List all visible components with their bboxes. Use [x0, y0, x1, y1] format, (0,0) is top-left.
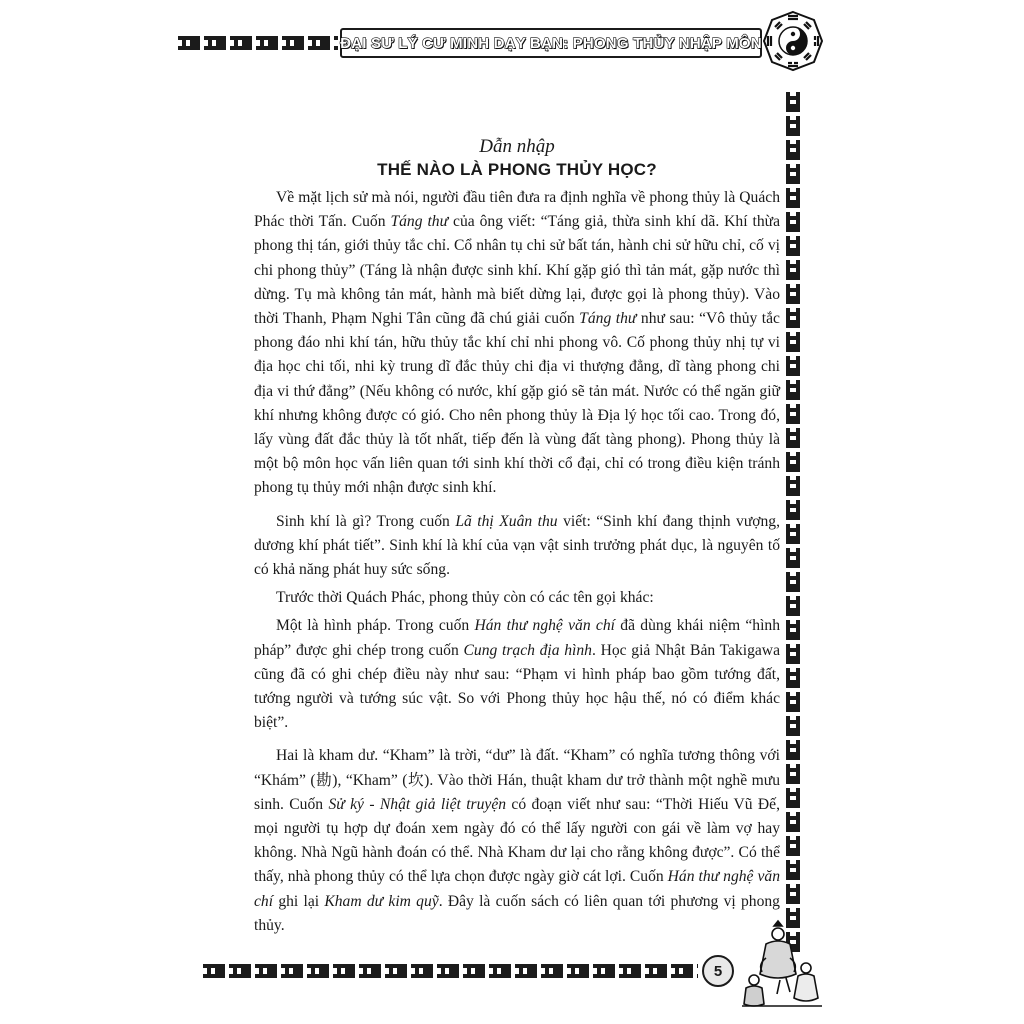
- paragraph-text: Một là hình pháp. Trong cuốn: [276, 617, 475, 635]
- paragraph-text: ghi lại: [273, 892, 325, 910]
- paragraph: [254, 744, 780, 938]
- paragraph-text: đã dùng khái niệm “hình pháp” được ghi chép trong cuốn: [254, 617, 780, 659]
- book-title: Kham dư kim quỹ: [324, 892, 439, 910]
- book-title: Táng thư: [579, 310, 637, 328]
- paragraph: [254, 186, 780, 501]
- paragraph-text: Hai là kham dư. “Kham” là trời, “dư” là đất. “Kham” có nghĩa tương thông với “Khám” (勘), “Kham” (坎). Vào thời Hán, thuật kham dư trở thành một nghề mưu sinh. Cuốn: [254, 747, 780, 813]
- book-title: Lã thị Xuân thu: [455, 512, 558, 530]
- paragraph: [254, 510, 780, 583]
- book-title: Cung trạch địa hình: [463, 641, 592, 659]
- paragraph-text: của ông viết: “Táng giả, thừa sinh khí dã. Khí thừa phong thị tán, giới thủy tắc chỉ. Cổ nhân tụ chi sử bất tán, hành chi sử hữu chỉ, cố vị chi phong thủy” (Táng là nhận được sinh khí. Khí gặp gió thì tản mát, gặp nước thì dừng. Tụ mà không tản mát, hành mà biết dừng lại, được gọi là phong thủy). Vào thời Thanh, Phạm Nghi Tân cũng đã chú giải cuốn: [254, 213, 780, 328]
- bottom-fret-border: [203, 964, 698, 978]
- paragraph-text: . Học giả Nhật Bản Takigawa cũng đã có ghi chép điều này như sau: “Phạm vi hình pháp bao gồm tướng đất, tướng người và tướng súc vật. So với Phong thủy học hậu thế, nó có điểm khác biệt”.: [254, 641, 780, 732]
- ancient-scholars-figures-icon: [736, 918, 828, 1010]
- yin-yang-bagua-icon: [762, 10, 824, 72]
- book-title: Sử ký - Nhật giả liệt truyện: [328, 795, 507, 813]
- paragraph-text: có đoạn viết như sau: “Thời Hiếu Vũ Đế, mọi người tụ hợp dự đoán xem ngày đó có thể lấy người con gái về làm vợ hay không. Nhà Ngũ hành đoán có thể. Nhà Kham dư lại cho rằng không được”. Có thể thấy, nhà phong thủy có thể lựa chọn được ngày giờ cát lợi. Cuốn: [254, 795, 780, 886]
- paragraph: [254, 614, 780, 735]
- right-fret-border: [786, 92, 800, 952]
- chapter-label: Dẫn nhập: [479, 136, 555, 157]
- chapter-title: THẾ NÀO LÀ PHONG THỦY HỌC?: [377, 160, 657, 179]
- paragraph-text: Về mặt lịch sử mà nói, người đầu tiên đưa ra định nghĩa về phong thủy là Quách Phác thời Tấn. Cuốn: [254, 189, 780, 231]
- paragraph-text: như sau: “Vô thủy tắc phong đáo nhi khí tán, hữu thủy tắc khí chỉ nhi phong vô. Cố phong thủy nhị tự vi địa học chi tối, nhi kỳ trung dĩ đắc thủy chi địa vi thượng đẳng, dĩ tàng phong chi địa vi thứ đẳng” (Nếu không có nước, khí gặp gió sẽ tản mát. Nước có thể ngăn giữ khí nhưng không được có gió. Cho nên phong thủy là Địa lý học tối cao. Trong đó, lấy vùng đất đắc thủy là tốt nhất, tiếp đến là vùng đất tàng phong). Phong thủy là một bộ môn học vấn liên quan tới sinh khí thời cổ đại, chỉ có trong điều kiện tránh phong tụ thủy mới nhận được sinh khí.: [254, 310, 780, 497]
- paragraph-text: Sinh khí là gì? Trong cuốn: [276, 512, 456, 530]
- paragraph-text: . Đây là cuốn sách có liên quan tới phương vị phong thủy.: [254, 892, 780, 934]
- body-text: [254, 186, 780, 938]
- top-fret-border: [178, 36, 338, 50]
- book-title: Hán thư nghệ văn chí: [254, 868, 780, 910]
- book-title: Táng thư: [390, 213, 449, 231]
- paragraph-text: Trước thời Quách Phác, phong thủy còn có các tên gọi khác:: [276, 589, 654, 607]
- main-content: [254, 136, 780, 938]
- book-title: Hán thư nghệ văn chí: [474, 617, 615, 635]
- paragraph: [254, 586, 780, 610]
- running-header: [340, 28, 762, 58]
- paragraph-text: viết: “Sinh khí đang thịnh vượng, dương khí phát tiết”. Sinh khí là khí của vạn vật sinh trưởng phát dục, là nguyên tố có khả năng phát huy sức sống.: [254, 512, 781, 579]
- page-number: 5: [702, 955, 734, 987]
- running-header-title: ĐẠI SƯ LÝ CƯ MINH DẠY BẠN: PHONG THỦY NHẬP MÔN: [340, 34, 762, 52]
